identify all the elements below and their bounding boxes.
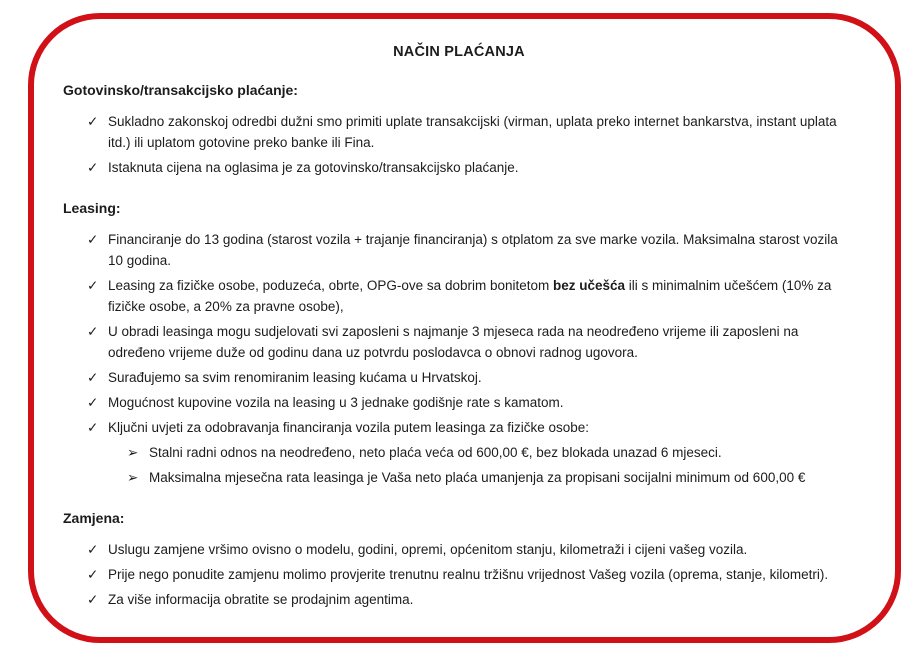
list-item: [87, 321, 855, 363]
check-icon: ✓: [87, 232, 99, 247]
list-item: [87, 589, 855, 610]
bullet-list: [63, 539, 855, 610]
list-item-text: Financiranje do 13 godina (starost vozila + trajanje financiranja) s otplatom za sve marke vozila. Maksimalna starost vozila 10 godina.: [108, 232, 838, 268]
check-icon: ✓: [87, 567, 99, 582]
list-item: [87, 367, 855, 388]
bullet-list: [63, 111, 855, 178]
check-icon: ✓: [87, 592, 99, 607]
list-item: [87, 392, 855, 413]
arrow-icon: ➢: [127, 445, 139, 460]
list-item-text: U obradi leasinga mogu sudjelovati svi zaposleni s najmanje 3 mjeseca rada na neodređeno vrijeme ili zaposleni na određeno vrijeme duže od godinu dana uz potvrdu poslodavca o obnovi radnog ugovora.: [108, 324, 799, 360]
check-icon: ✓: [87, 324, 99, 339]
check-icon: ✓: [87, 542, 99, 557]
list-item-text-suffix: ili s minimalnim učešćem (10% za fizičke osobe, a 20% za pravne osobe),: [108, 278, 832, 314]
list-item-text: Surađujemo sa svim renomiranim leasing kućama u Hrvatskoj.: [108, 370, 482, 385]
list-item: [87, 539, 855, 560]
list-item: [87, 157, 855, 178]
arrow-icon: ➢: [127, 470, 139, 485]
list-item-text: Za više informacija obratite se prodajnim agentima.: [108, 592, 414, 607]
list-item-text: Uslugu zamjene vršimo ovisno o modelu, godini, opremi, općenitom stanju, kilometraži i cijeni vašeg vozila.: [108, 542, 748, 557]
section-trade-in: [63, 510, 855, 610]
sub-list-item-text: Maksimalna mjesečna rata leasinga je Vaša neto plaća umanjenja za propisani socijalni minimum od 600,00 €: [149, 470, 806, 485]
list-item-text: Istaknuta cijena na oglasima je za gotovinsko/transakcijsko plaćanje.: [108, 160, 519, 175]
list-item-text: Prije nego ponudite zamjenu molimo provjerite trenutnu realnu tržišnu vrijednost Vašeg vozila (oprema, stanje, kilometri).: [108, 567, 829, 582]
list-item: [87, 229, 855, 271]
section-heading: Leasing:: [63, 200, 121, 216]
section-cash-payment: [63, 82, 855, 178]
check-icon: ✓: [87, 370, 99, 385]
list-item: [87, 111, 855, 153]
sub-list-item: [127, 467, 855, 488]
list-item-text: Ključni uvjeti za odobravanja financiranja vozila putem leasinga za fizičke osobe:: [108, 420, 590, 435]
list-item-text: Mogućnost kupovine vozila na leasing u 3 jednake godišnje rate s kamatom.: [108, 395, 564, 410]
list-item-text-prefix: Leasing za fizičke osobe, poduzeća, obrte, OPG-ove sa dobrim bonitetom: [108, 278, 553, 293]
list-item-text-bold: bez učešća: [553, 278, 626, 293]
check-icon: ✓: [87, 420, 99, 435]
list-item-text: [108, 275, 855, 317]
list-item: [87, 417, 855, 438]
check-icon: ✓: [87, 278, 99, 293]
bullet-list: [63, 229, 855, 488]
section-leasing: [63, 200, 855, 488]
sub-bullet-list: [63, 442, 855, 488]
sub-list-item-text: Stalni radni odnos na neodređeno, neto plaća veća od 600,00 €, bez blokada unazad 6 mjeseci.: [149, 445, 722, 460]
page-title: NAČIN PLAĆANJA: [393, 44, 525, 60]
list-item: [87, 275, 855, 317]
section-heading: Gotovinsko/transakcijsko plaćanje:: [63, 82, 298, 98]
list-item-text: Sukladno zakonskoj odredbi dužni smo primiti uplate transakcijski (virman, uplata preko internet bankarstva, instant uplata itd.) ili uplatom gotovine preko banke ili Fina.: [108, 114, 837, 150]
sub-list-item: [127, 442, 855, 463]
check-icon: ✓: [87, 395, 99, 410]
section-heading: Zamjena:: [63, 510, 125, 526]
list-item: [87, 564, 855, 585]
check-icon: ✓: [87, 160, 99, 175]
check-icon: ✓: [87, 114, 99, 129]
notice-content: [63, 44, 855, 614]
